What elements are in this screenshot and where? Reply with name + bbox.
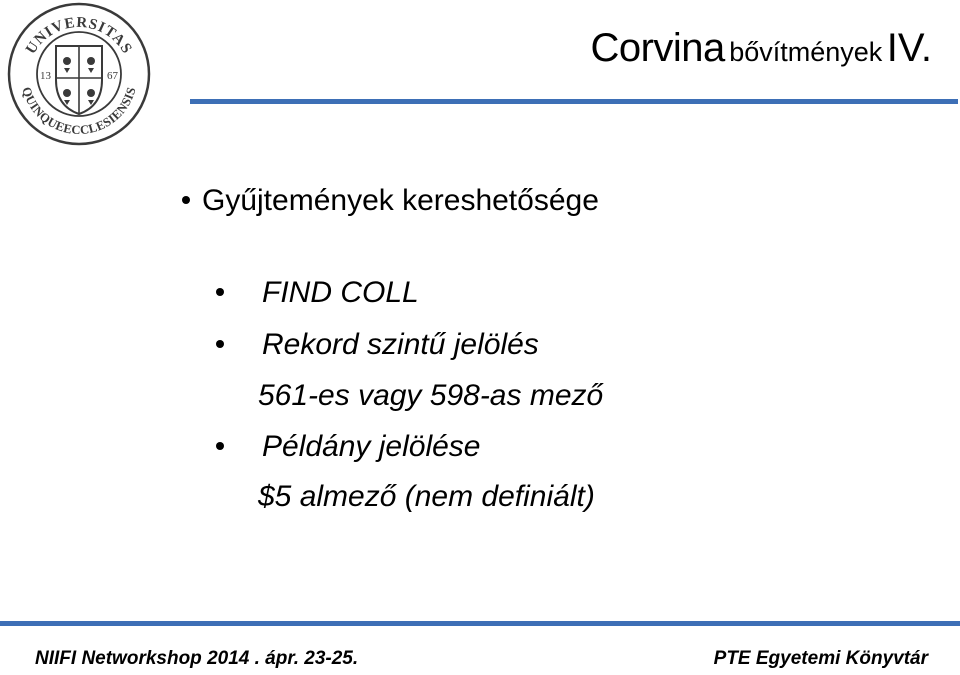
title-main: Corvina bbox=[590, 26, 725, 70]
seal-arc-bottom-text: QUINQUEECCLESIENSIS bbox=[19, 85, 139, 138]
university-seal-logo bbox=[4, 2, 154, 146]
bullet-dot-icon bbox=[182, 196, 190, 204]
bullet-main bbox=[182, 184, 599, 218]
list-item-text: $5 almező (nem definiált) bbox=[258, 480, 595, 513]
bullet-dot-icon bbox=[216, 442, 224, 450]
bullet-dot-icon bbox=[216, 340, 224, 348]
bullet-main-text: Gyűjtemények kereshetősége bbox=[202, 184, 599, 217]
footer-left: NIIFI Networkshop 2014 . ápr. 23-25. bbox=[35, 648, 359, 669]
bottom-divider bbox=[0, 621, 960, 626]
list-item-detail bbox=[258, 379, 603, 413]
list-item bbox=[262, 276, 419, 310]
bullet-dot-icon bbox=[216, 288, 224, 296]
slide-title bbox=[590, 26, 932, 71]
list-item bbox=[262, 328, 539, 362]
list-item-text: 561-es vagy 598-as mező bbox=[258, 379, 604, 412]
seal-arc-top-text: UNIVERSITAS bbox=[23, 14, 135, 58]
list-item-text: FIND COLL bbox=[262, 276, 419, 309]
seal-shield-icon bbox=[56, 46, 102, 114]
list-item-detail bbox=[258, 480, 595, 514]
footer-right: PTE Egyetemi Könyvtár bbox=[713, 648, 928, 669]
list-item-text: Példány jelölése bbox=[262, 430, 481, 463]
seal-left-number: 13 bbox=[40, 70, 51, 82]
list-item-text: Rekord szintű jelölés bbox=[262, 328, 539, 361]
title-roman: IV. bbox=[886, 26, 932, 70]
seal-right-number: 67 bbox=[107, 70, 118, 82]
title-small: bővítmények bbox=[729, 37, 883, 67]
list-item bbox=[262, 430, 480, 464]
top-divider bbox=[190, 99, 958, 104]
